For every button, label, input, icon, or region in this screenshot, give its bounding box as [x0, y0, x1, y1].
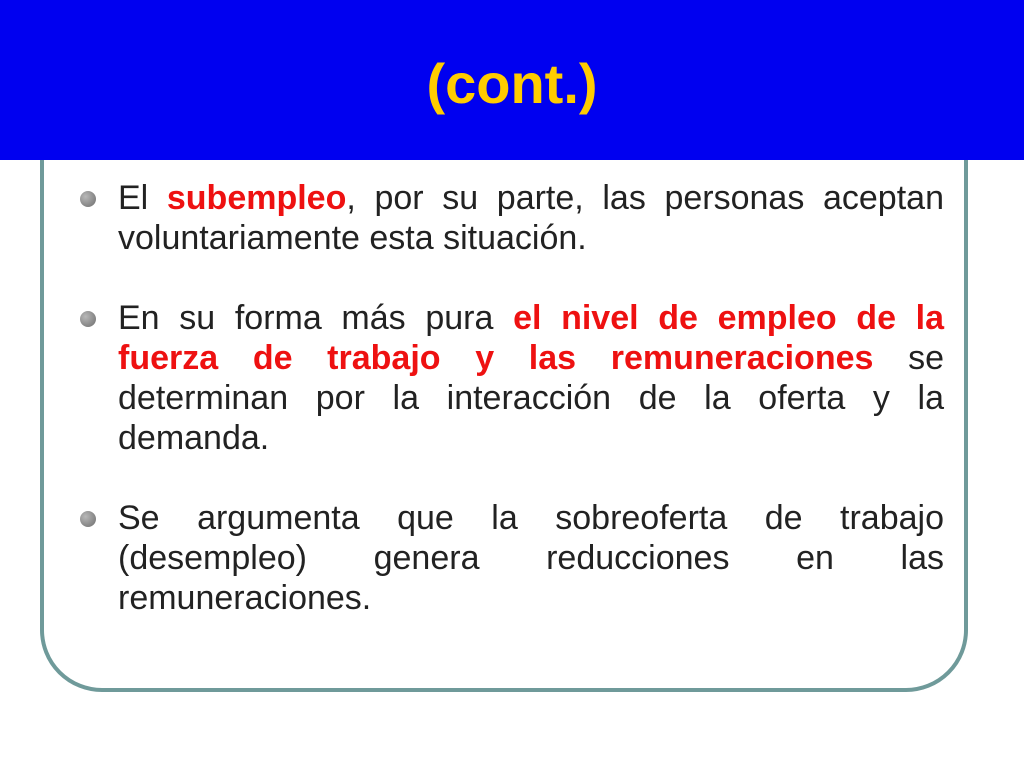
bullet-dot-icon	[80, 511, 96, 527]
bullet-text: se determinan por la interacción de la oferta y la demanda.	[118, 339, 945, 457]
bullet-item	[78, 178, 944, 258]
bullet-item	[78, 298, 944, 458]
bullet-list	[78, 178, 944, 618]
bullet-text: , por su parte, las personas aceptan voluntariamente esta situación.	[118, 179, 944, 257]
highlighted-term: el nivel de empleo de la fuerza de trabajo y las remuneraciones	[118, 299, 945, 377]
bullet-text: En su forma más pura	[118, 299, 514, 337]
highlighted-term: subempleo	[166, 179, 347, 217]
bullet-text: Se argumenta que la sobreoferta de trabajo (desempleo) genera reducciones en las remuneraciones.	[118, 499, 944, 617]
bullet-item	[78, 498, 944, 618]
bullet-text: El	[118, 179, 167, 217]
bullet-dot-icon	[80, 311, 96, 327]
bullet-dot-icon	[80, 191, 96, 207]
slide-title: (cont.)	[426, 52, 598, 115]
